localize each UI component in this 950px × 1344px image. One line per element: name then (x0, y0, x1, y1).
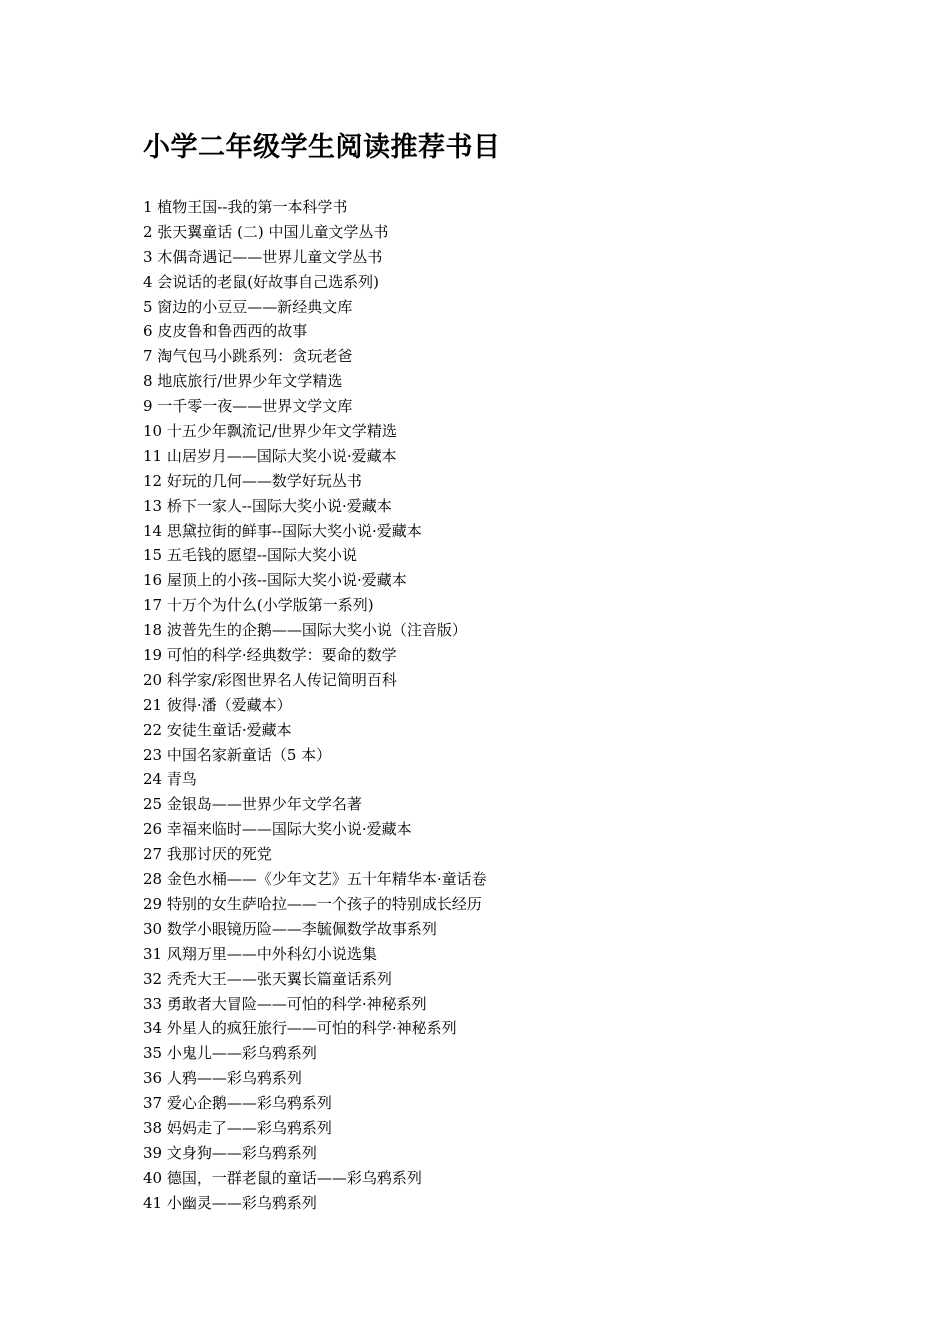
book-list-item: 19 可怕的科学·经典数学：要命的数学 (143, 646, 397, 665)
page-title: 小学二年级学生阅读推荐书目 (143, 132, 501, 163)
book-list-item: 37 爱心企鹅——彩乌鸦系列 (143, 1094, 332, 1113)
book-list-item: 41 小幽灵——彩乌鸦系列 (143, 1193, 317, 1212)
book-list-item: 25 金银岛——世界少年文学名著 (143, 795, 362, 814)
book-list-item: 15 五毛钱的愿望--国际大奖小说 (143, 546, 357, 565)
book-list-item: 34 外星人的疯狂旅行——可怕的科学·神秘系列 (143, 1019, 457, 1038)
book-list-item: 23 中国名家新童话（5 本） (143, 745, 332, 764)
book-list-item: 3 木偶奇遇记——世界儿童文学丛书 (143, 247, 383, 266)
book-list-item: 11 山居岁月——国际大奖小说·爱藏本 (143, 446, 397, 465)
book-list-item: 35 小鬼儿——彩乌鸦系列 (143, 1044, 317, 1063)
book-list-item: 9 一千零一夜——世界文学文库 (143, 397, 353, 416)
book-list (143, 195, 487, 1216)
book-list-item: 6 皮皮鲁和鲁西西的故事 (143, 322, 308, 341)
book-list-item: 2 张天翼童话 (二) 中国儿童文学丛书 (143, 222, 389, 241)
book-list-item: 39 文身狗——彩乌鸦系列 (143, 1143, 317, 1162)
book-list-item: 13 桥下一家人--国际大奖小说·爱藏本 (143, 496, 392, 515)
book-list-item: 28 金色水桶——《少年文艺》五十年精华本·童话卷 (143, 870, 487, 889)
book-list-item: 17 十万个为什么(小学版第一系列) (143, 596, 374, 615)
book-list-item: 12 好玩的几何——数学好玩丛书 (143, 471, 362, 490)
book-list-item: 20 科学家/彩图世界名人传记简明百科 (143, 670, 397, 689)
book-list-item: 30 数学小眼镜历险——李毓佩数学故事系列 (143, 919, 437, 938)
book-list-item: 22 安徒生童话·爱藏本 (143, 720, 292, 739)
book-list-item: 18 波普先生的企鹅——国际大奖小说（注音版） (143, 621, 467, 640)
book-list-item: 24 青鸟 (143, 770, 197, 789)
book-list-item: 26 幸福来临时——国际大奖小说·爱藏本 (143, 820, 412, 839)
book-list-item: 7 淘气包马小跳系列：贪玩老爸 (143, 347, 353, 366)
book-list-item: 27 我那讨厌的死党 (143, 845, 272, 864)
book-list-item: 10 十五少年飘流记/世界少年文学精选 (143, 422, 397, 441)
book-list-item: 4 会说话的老鼠(好故事自己选系列) (143, 272, 380, 291)
book-list-item: 38 妈妈走了——彩乌鸦系列 (143, 1118, 332, 1137)
book-list-item: 31 风翔万里——中外科幻小说选集 (143, 944, 377, 963)
book-list-item: 1 植物王国--我的第一本科学书 (143, 198, 348, 216)
book-list-item: 40 德国，一群老鼠的童话——彩乌鸦系列 (143, 1168, 422, 1187)
book-list-item: 32 秃秃大王——张天翼长篇童话系列 (143, 969, 392, 988)
book-list-item: 36 人鸦——彩乌鸦系列 (143, 1069, 302, 1088)
book-list-item: 16 屋顶上的小孩--国际大奖小说·爱藏本 (143, 571, 407, 590)
book-list-item: 14 思黛拉街的鲜事--国际大奖小说·爱藏本 (143, 521, 422, 540)
book-list-item: 29 特别的女生萨哈拉——一个孩子的特别成长经历 (143, 894, 482, 913)
book-list-item: 5 窗边的小豆豆——新经典文库 (143, 297, 353, 316)
book-list-item: 21 彼得·潘（爱藏本） (143, 695, 292, 714)
book-list-item: 33 勇敢者大冒险——可怕的科学·神秘系列 (143, 994, 427, 1013)
book-list-item: 8 地底旅行/世界少年文学精选 (143, 372, 343, 391)
